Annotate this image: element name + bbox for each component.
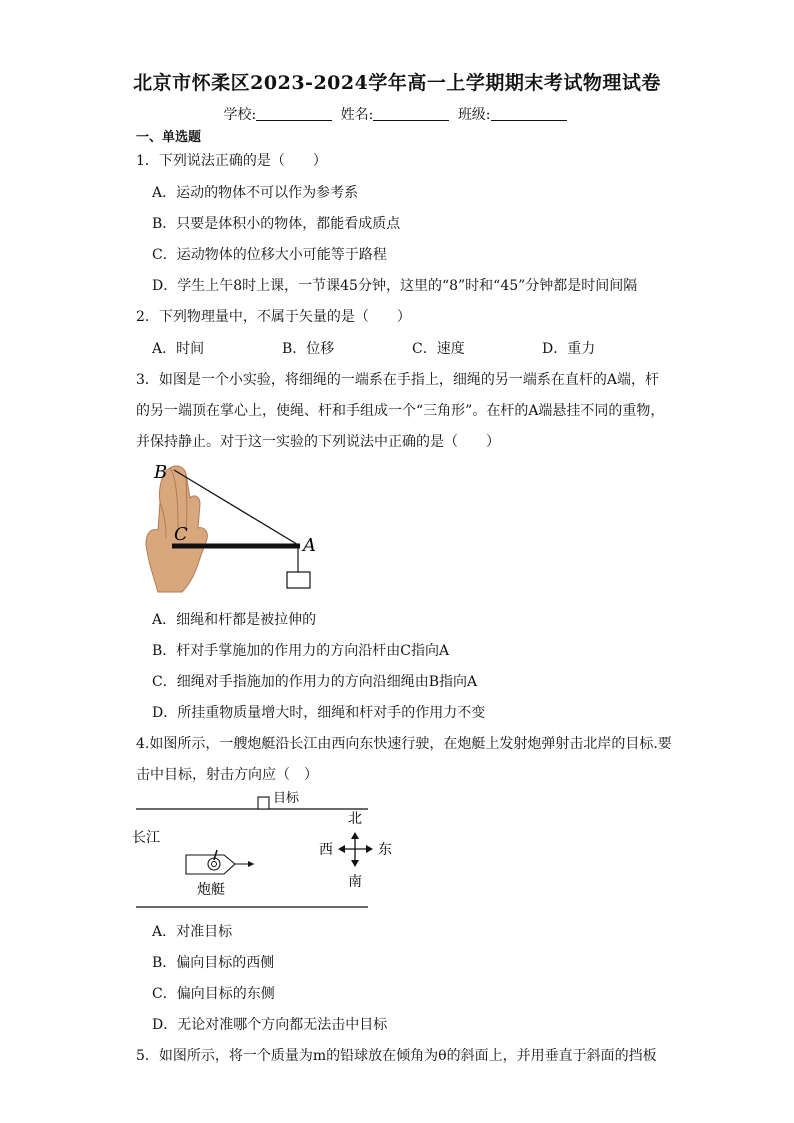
q4-option-d: D．无论对准哪个方向都无法击中目标 [152,1017,388,1033]
hanging-weight [287,572,310,588]
q1-option-d: D．学生上午8时上课，一节课45分钟，这里的“8”时和“45”分钟都是时间间隔 [152,278,638,294]
name-blank[interactable] [373,106,449,121]
q3-option-a: A．细绳和杆都是被拉伸的 [152,612,317,628]
q3-option-d: D．所挂重物质量增大时，细绳和杆对手的作用力不变 [152,705,486,721]
west-label: 西 [319,842,333,858]
q2-options [152,338,672,358]
north-label: 北 [348,811,362,827]
target-label: 目标 [273,791,300,806]
q1-option-b: B．只要是体积小的物体，都能看成质点 [152,216,401,232]
q3-stem-line-1: 3．如图是一个小实验，将细绳的一端系在手指上，细绳的另一端系在直杆的A端，杆 [136,372,660,388]
boat-label: 炮艇 [197,882,225,898]
q2-option-b: B．位移 [282,341,335,357]
south-label: 南 [348,874,362,890]
q4-option-b: B．偏向目标的西侧 [152,955,275,971]
q2-option-d: D．重力 [542,341,596,357]
q5-stem: 5．如图所示，将一个质量为m的铅球放在倾角为θ的斜面上，并用垂直于斜面的挡板 [136,1048,657,1064]
q4-stem-line-2: 击中目标，射击方向应（ ） [136,767,318,783]
q3-stem-line-2: 的另一端顶在掌心上，使绳、杆和手组成一个“三角形”。在杆的A端悬挂不同的重物， [136,403,665,419]
school-blank[interactable] [256,106,332,121]
school-label: 学校: [223,107,257,123]
q3-option-b: B．杆对手掌施加的作用力的方向沿杆由C指向A [152,643,450,659]
q1-option-c: C．运动物体的位移大小可能等于路程 [152,247,387,263]
q4-option-c: C．偏向目标的东侧 [152,986,275,1002]
q2-option-c: C．速度 [412,341,465,357]
q2-stem: 2．下列物理量中，不属于矢量的是（ ） [136,309,411,325]
river-label: 长江 [132,830,160,846]
class-label: 班级: [457,107,491,123]
page-title: 北京市怀柔区2023-2024学年高一上学期期末考试物理试卷 [133,72,661,94]
section-heading: 一、单选题 [136,130,202,145]
east-label: 东 [378,842,392,858]
label-a: A [303,535,316,556]
target-box [258,797,269,809]
class-blank[interactable] [491,106,567,121]
q2-option-a: A．时间 [152,341,205,357]
q4-stem-line-1: 4.如图所示，一艘炮艇沿长江由西向东快速行驶，在炮艇上发射炮弹射击北岸的目标.要 [136,736,672,752]
q3-option-c: C．细绳对手指施加的作用力的方向沿细绳由B指向A [152,674,478,690]
label-b: B [154,462,168,483]
q1-option-a: A．运动的物体不可以作为参考系 [152,185,359,201]
label-c: C [174,524,188,545]
q3-stem-line-3: 并保持静止。对于这一实验的下列说法中正确的是（ ） [136,434,500,450]
q1-stem: 1．下列说法正确的是（ ） [136,153,327,169]
q4-figure [130,786,410,912]
student-info-line [0,104,794,124]
name-label: 姓名: [340,107,374,123]
compass-icon [338,832,373,867]
q3-figure [140,458,320,594]
q4-option-a: A．对准目标 [152,924,233,940]
